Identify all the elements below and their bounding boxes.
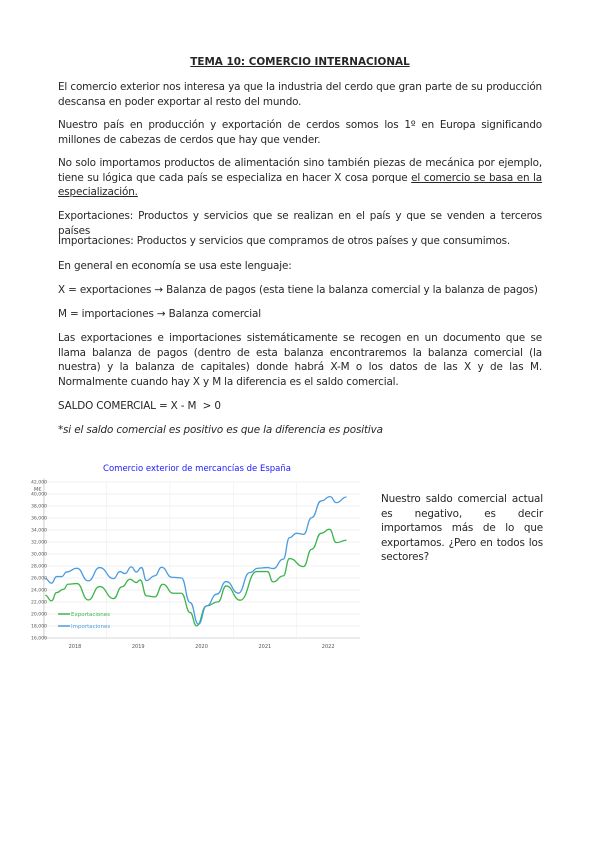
series-line-imports [45, 497, 346, 625]
y-tick-label: 42,000 [31, 480, 48, 486]
side-note: Nuestro saldo comercial actual es negativo, es decir importamos más de lo que exportamos. ¿Pero en todos los sectores? [381, 493, 543, 563]
y-tick-label: 40,000 [31, 492, 48, 498]
y-tick-label: 22,000 [31, 600, 48, 606]
paragraph: X = exportaciones → Balanza de pagos (esta tiene la balanza comercial y la balanza de pagos) [58, 284, 538, 296]
legend-label-exports: Exportaciones [71, 612, 111, 618]
x-tick-label: 2021 [258, 644, 272, 650]
y-tick-label: 18,000 [31, 624, 48, 630]
x-tick-label: 2022 [321, 644, 335, 650]
legend [58, 612, 110, 630]
y-tick-label: 34,000 [31, 528, 48, 534]
formula: SALDO COMERCIAL = X - M > 0 [58, 400, 221, 412]
x-tick-label: 2019 [131, 644, 145, 650]
paragraph: Nuestro país en producción y exportación de cerdos somos los 1º en Europa significando millones de cabezas de cerdos que hay que vender. [58, 119, 542, 146]
note: *si el saldo comercial es positivo es que la diferencia es positiva [58, 424, 383, 436]
x-tick-label: 2020 [195, 644, 208, 650]
y-tick-label: 24,000 [31, 588, 48, 594]
paragraph: En general en economía se usa este lenguaje: [58, 260, 292, 272]
paragraph: Las exportaciones e importaciones sistemáticamente se recogen en un documento que se llama balanza de pagos (dentro de esta balanza encontraremos la balanza comercial (la nuestra) y la balanza de capitales) donde habrá X-M o los datos de las X y de las M. Normalmente cuando hay X y M la diferencia es el saldo comercial. [58, 332, 542, 388]
paragraph: Importaciones: Productos y servicios que compramos de otros países y que consumimos. [58, 235, 511, 247]
legend-label-imports: Importaciones [71, 624, 111, 630]
y-tick-label: 16,000 [31, 636, 48, 642]
underlined-phrase: el comercio se basa en la especialización. [58, 171, 543, 198]
paragraph-text: No solo importamos productos de alimentación sino también piezas de mecánica por ejemplo, tiene su lógica que cada país se especializa en hacer X cosa porque [58, 157, 542, 184]
document-title: TEMA 10: COMERCIO INTERNACIONAL [190, 56, 410, 68]
y-tick-label: 36,000 [31, 516, 48, 522]
paragraph [58, 156, 542, 200]
y-tick-label: 20,000 [31, 612, 48, 618]
paragraph: El comercio exterior nos interesa ya que la industria del cerdo que gran parte de su producción descansa en poder exportar al resto del mundo. [58, 81, 542, 108]
y-tick-label: 38,000 [31, 504, 48, 510]
x-tick-label: 2018 [68, 644, 82, 650]
y-tick-label: 30,000 [31, 552, 48, 558]
y-tick-label: 32,000 [31, 540, 48, 546]
paragraph: Exportaciones: Productos y servicios que se realizan en el país y que se venden a terceros países [58, 210, 542, 237]
chart-title: Comercio exterior de mercancías de España [103, 464, 291, 474]
trade-chart [30, 460, 370, 665]
y-tick-label: 26,000 [31, 576, 48, 582]
y-tick-label: 28,000 [31, 564, 48, 570]
y-axis-label: M€ [34, 487, 42, 493]
paragraph: M = importaciones → Balanza comercial [58, 308, 262, 320]
